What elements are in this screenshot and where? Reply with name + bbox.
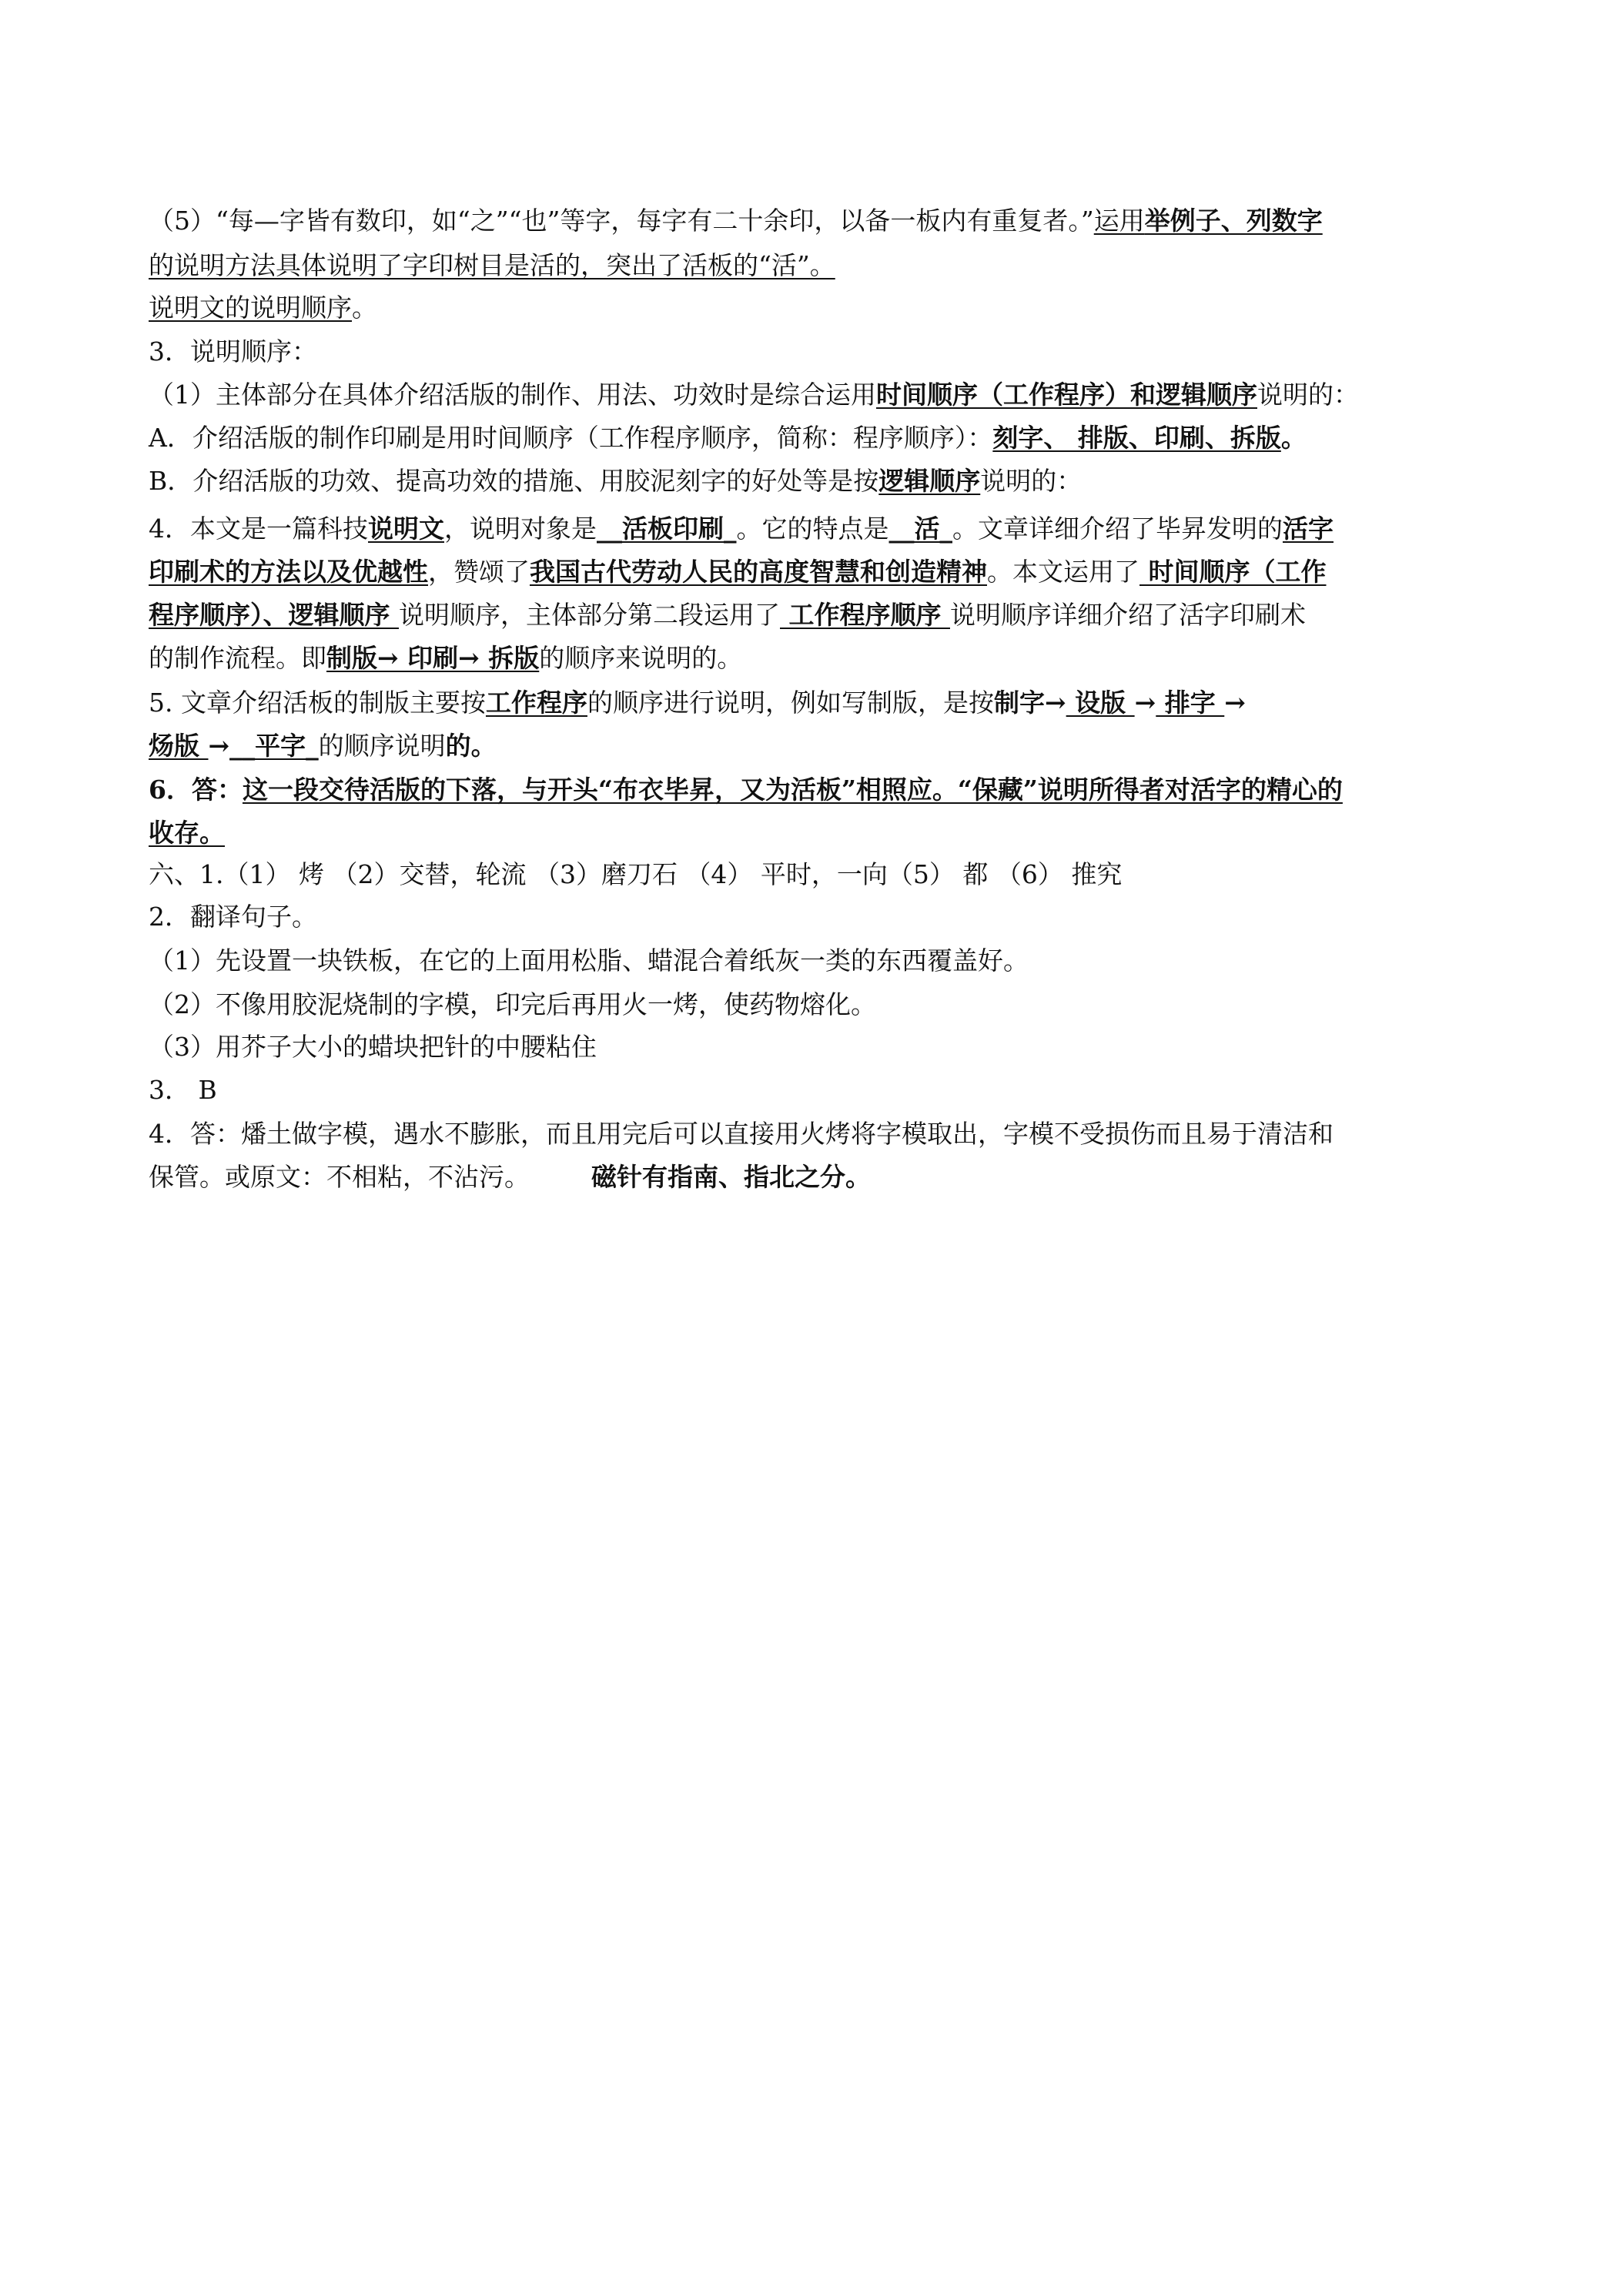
q4-line-2: 印刷术的方法以及优越性，赞颂了我国古代劳动人民的高度智慧和创造精神。本文运用了 时间顺序（工作 [149,557,1327,587]
item-5-explanation: 的说明方法具体说明了字印树目是活的，突出了活板的“活”。 [149,250,835,280]
item-5-methods: 举例子、列数字 [1144,206,1323,236]
q6-line-1: 6．答：这一段交待活版的下落，与开头“布衣毕昇，又为活板”相照应。“保藏”说明所得者对活字的精心的 [149,775,1343,805]
q4-line-3: 程序顺序）、逻辑顺序 说明顺序，主体部分第二段运用了 工作程序顺序 说明顺序详细介绍了活字印刷术 [149,600,1306,630]
order-heading-text: 说明文的说明顺序 [149,293,352,323]
q3-sub-a: A．介绍活版的制作印刷是用时间顺序（工作程序顺序，简称：程序顺序）：刻字、 排版、印刷、拆版。 [149,423,1307,453]
section-6-q4-line-2: 保管。或原文：不相粘，不沾污。 磁针有指南、指北之分。 [149,1162,871,1192]
q3-sub-b: B．介绍活版的功效、提高功效的措施、用胶泥刻字的好处等是按逻辑顺序说明的： [149,466,1083,496]
q4-line-4: 的制作流程。即制版→ 印刷→ 拆版的顺序来说明的。 [149,643,743,673]
q6-line-2: 收存。 [149,818,225,848]
q3-logic-answer: 逻辑顺序 [878,466,981,496]
item-5-method-prefix: 运用 [1093,206,1145,236]
item-5-line-2 [149,248,835,283]
item-5-line-1 [149,203,1323,239]
section-6-vocab: 六、1.（1） 烤 （2）交替，轮流 （3）磨刀石 （4） 平时，一向（5） 都 （6） 推究 [149,859,1123,889]
item-5-quote: （5）“每—字皆有数印，如“之”“也”等字，每字有二十余印，以备一板内有重复者。” [149,206,1094,236]
order-heading: 说明文的说明顺序。 [149,293,377,323]
translation-2: （2）不像用胶泥烧制的字模，印完后再用火一烤，使药物熔化。 [149,989,876,1019]
q4-line-1: 4．本文是一篇科技说明文，说明对象是__活板印刷_。它的特点是__活_。文章详细介绍了毕昇发明的活字 [149,514,1334,544]
section-6-q4-line-1: 4．答：燔土做字模，遇水不膨胀，而且用完后可以直接用火烤将字模取出，字模不受损伤而且易于清洁和 [149,1119,1334,1149]
q5-line-1: 5. 文章介绍活板的制版主要按工作程序的顺序进行说明，例如写制版，是按制字→ 设版 → 排字 → [149,688,1246,718]
q3-title: 3．说明顺序： [149,336,317,366]
section-6-q3: 3． B [149,1075,217,1105]
translation-3: （3）用芥子大小的蜡块把针的中腰粘住 [149,1032,597,1062]
q3-steps-answer: 刻字、 排版、印刷、拆版 [992,423,1281,453]
q3-sub-1: （1）主体部分在具体介绍活版的制作、用法、功效时是综合运用时间顺序（工作程序）和逻辑顺序说明的： [149,380,1359,410]
section-6-translate-title: 2．翻译句子。 [149,902,317,932]
translation-1: （1）先设置一块铁板，在它的上面用松脂、蜡混合着纸灰一类的东西覆盖好。 [149,946,1029,976]
q3-order-answer: 时间顺序（工作程序）和逻辑顺序 [876,380,1257,410]
compass-note: 磁针有指南、指北之分。 [591,1162,871,1192]
q5-line-2: 炀版 →__平字_的顺序说明的。 [149,731,497,761]
